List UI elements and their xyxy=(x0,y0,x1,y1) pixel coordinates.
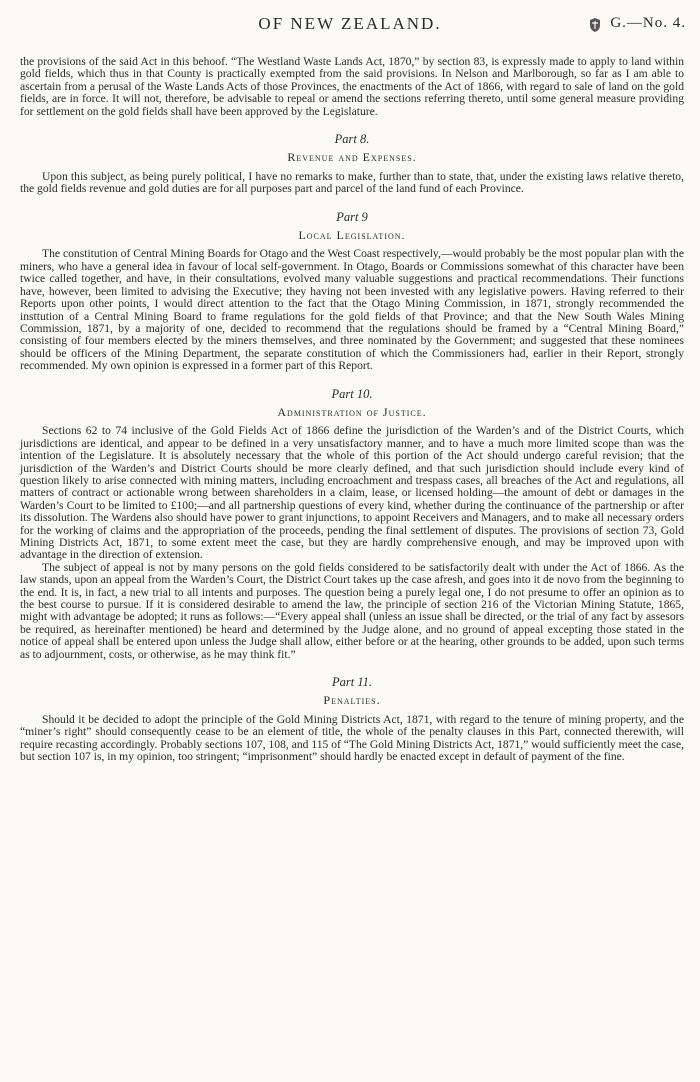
part-9-title: Local Legislation. xyxy=(298,228,406,243)
document-reference: G.—No. 4. xyxy=(610,15,686,31)
part-8-heading: Part 8. xyxy=(334,132,370,147)
opening-paragraph: the provisions of the said Act in this behoof. “The Westland Waste Lands Act, 1870,” by section 83, is expressly made to apply to land within gold fields, which thus in that County is practically exempted from the said provisions. In Nelson and Marlborough, so far as I am able to ascertain from a perusal of the Waste Lands Acts of those Provinces, the enactments of the Act of 1866, with regard to sale of land on the gold fields, are in force. It will not, therefore, be advisable to repeal or amend the sections referring thereto, until some general measure providing for settlement on the gold fields shall have been approved by the Legislature. xyxy=(20,55,684,118)
page-body xyxy=(20,56,684,764)
part-9-heading: Part 9 xyxy=(336,209,368,224)
running-title: OF NEW ZEALAND. xyxy=(258,14,442,33)
part-8-title: Revenue and Expenses. xyxy=(287,150,417,165)
part-10-title: Administration of Justice. xyxy=(277,404,427,419)
part-10-paragraph-1: Sections 62 to 74 inclusive of the Gold Fields Act of 1866 define the jurisdiction of the Warden’s and of the District Courts, which jurisdictions are identical, and appear to be defined in a very unsatisfactory manner, and to have a much more limited scope than was the intention of the Legislature. It is absolutely necessary that the whole of this portion of the Act should undergo careful revision; that the jurisdiction of the Warden’s and District Courts should be more clearly defined, and that such jurisdiction should include every kind of question likely to arise connected with mining matters, including encroachment and trespass cases, all breaches of the Act and regulations, all matters of contract or actionable wrong between shareholders in a claim, lease, or licensed holding—the amount of debt or damages in the Warden’s Court to be limited to £100;—and all partnership questions of every kind, whether during the continuance of the partnership or after its dissolution. The Wardens also should have power to grant injunctions, to appoint Receivers and Managers, and to make all necessary orders for the working of claims and the appropriation of the proceeds, pending the final settlement of disputes. The provisions of section 73, Gold Mining Districts Act, 1871, to some extent meet the case, but they are hardly comprehensive enough, and may be improved upon with advantage in the direction of extension. xyxy=(20,424,684,562)
part-8-paragraph: Upon this subject, as being purely political, I have no remarks to make, further than to state, that, under the existing laws relative thereto, the gold fields revenue and gold duties are for all purposes part and parcel of the land fund of each Province. xyxy=(20,169,684,196)
part-9-paragraph: The constitution of Central Mining Boards for Otago and the West Coast respectively,—would probably be the most popular plan with the miners, who have a general idea in favour of local self-government. In Otago, Boards or Commissions somewhat of this character have been twice called together, and have, in their consultations, evolved many valuable suggestions and practical recommendations. Their functions have, however, been limited to advising the Executive; they having not been invested with any legislative powers. Having referred to their Reports upon other points, I would direct attention to the fact that the Otago Mining Commission, in 1871, strongly recommended the insttution of a Central Mining Board to frame regulations for the gold fields of that Province; and that the New South Wales Mining Commission, 1871, by a majority of one, decided to recommend that the regulations should be framed by a “Central Mining Board,” consisting of four members elected by the miners themselves, and three nominated by the Government; and suggested that these nominees should be officers of the Mining Department, the separate constitution of which the Commissioners had, earlier in their Report, strongly recommended. My own opinion is expressed in a former part of this Report. xyxy=(20,247,684,373)
part-10-heading: Part 10. xyxy=(331,386,373,401)
page-header xyxy=(0,14,700,38)
part-10-paragraph-2: The subject of appeal is not by many persons on the gold fields considered to be satisfactorily dealt with under the Act of 1866. As the law stands, upon an appeal from the Warden’s Court, the District Court takes up the case afresh, and goes into it de novo from the beginning to the end. It is, in fact, a new trial to all intents and purposes. The question being a purely legal one, I do not presume to offer an opinion as to the best course to pursue. If it is considered desirable to amend the law, the principle of section 216 of the Victorian Mining Statute, 1865, might with advantage be adopted; it runs as follows:—“Every appeal shall (unless an issue shall be directed, or the trial of any fact by assesors be required, as hereinafter mentioned) be heard and determined by the Judge alone, and no ground of appeal excepting those stated in the notice of appeal shall be entered upon unless the Judge shall allow, either before or at the hearing, other grounds to be added, upon such terms as to adjournment, costs, or otherwise, as he may think fit.” xyxy=(20,560,684,661)
part-11-paragraph: Should it be decided to adopt the principle of the Gold Mining Districts Act, 1871, with regard to the tenure of mining property, and the “miner’s right” should consequently cease to be an element of title, the whole of the penalty clauses in this Part, connected therewith, will require recasting accordingly. Probably sections 107, 108, and 115 of “The Gold Mining Districts Act, 1871,” would sufficiently meet the case, but section 107 is, in my opinion, too stringent; “imprisonment” should hardly be enacted except in default of payment of the fine. xyxy=(20,712,684,764)
crest-icon xyxy=(588,17,602,33)
part-11-title: Penalties. xyxy=(323,693,381,708)
part-11-heading: Part 11. xyxy=(331,675,373,690)
